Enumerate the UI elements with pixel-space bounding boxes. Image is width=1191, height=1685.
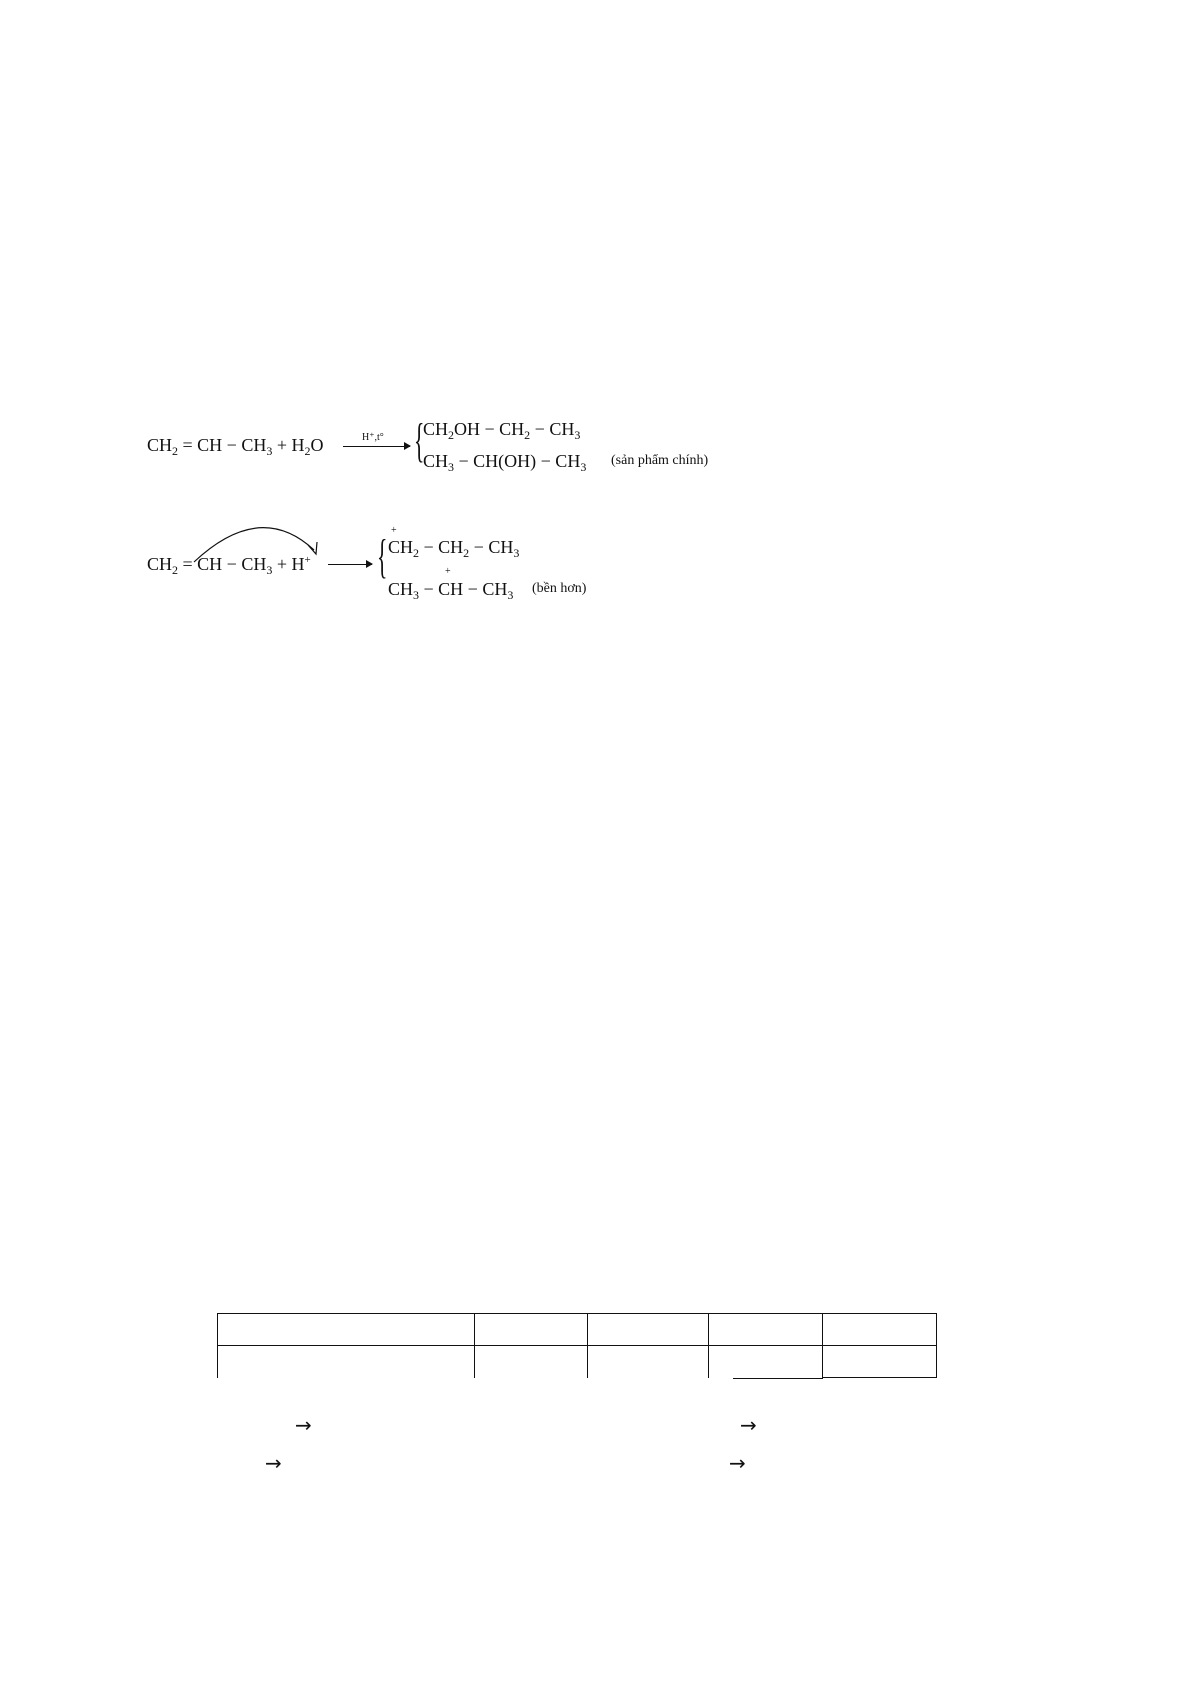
table-cell: [588, 1346, 709, 1378]
reaction-arrow-icon: →: [295, 1413, 312, 1437]
reaction2-product-line1: $CH_2 - CH_2 - CH_3$: [388, 537, 520, 560]
reaction2-note: (bền hơn): [532, 581, 587, 596]
reaction1-product-line2: $CH_3 - CH(OH) - CH_3$: [423, 451, 587, 474]
carbocation-charge-2: +: [445, 566, 451, 577]
reaction1-note: (sản phẩm chính): [611, 453, 709, 468]
table-cell: [588, 1314, 709, 1346]
table-row: [218, 1346, 937, 1378]
reaction1-reactant: $CH_2$ = CH − $CH_3 + H_2O$: [147, 435, 324, 458]
data-table: [217, 1313, 937, 1378]
reaction-arrow-icon: →: [729, 1451, 746, 1475]
table-cell: [823, 1314, 937, 1346]
reaction1-condition: H⁺,t°: [362, 432, 384, 443]
reaction2-arrow: [328, 564, 372, 565]
table-cell: [218, 1314, 475, 1346]
table-partial-rule: [733, 1378, 823, 1379]
reaction-arrow-icon: →: [740, 1413, 757, 1437]
reaction-arrow-icon: →: [265, 1451, 282, 1475]
table-cell: [823, 1346, 937, 1378]
carbocation-charge-1: +: [391, 525, 397, 536]
reaction2-product-line2: $CH_3$ − CH − $CH_3$: [388, 579, 514, 602]
table-cell: [475, 1346, 588, 1378]
table-cell: [475, 1314, 588, 1346]
table-row: [218, 1314, 937, 1346]
table-cell: [709, 1314, 823, 1346]
reaction2-brace: {: [377, 530, 388, 583]
table-cell: [709, 1346, 823, 1378]
reaction2-reactant: $CH_2$ = CH − $CH_3 + H^+$: [147, 554, 311, 577]
reaction1-product-line1: $CH_2OH - CH_2 - CH_3$: [423, 419, 581, 442]
reaction1-brace: {: [414, 414, 425, 467]
table-cell: [218, 1346, 475, 1378]
reaction1-arrow: [343, 446, 410, 447]
